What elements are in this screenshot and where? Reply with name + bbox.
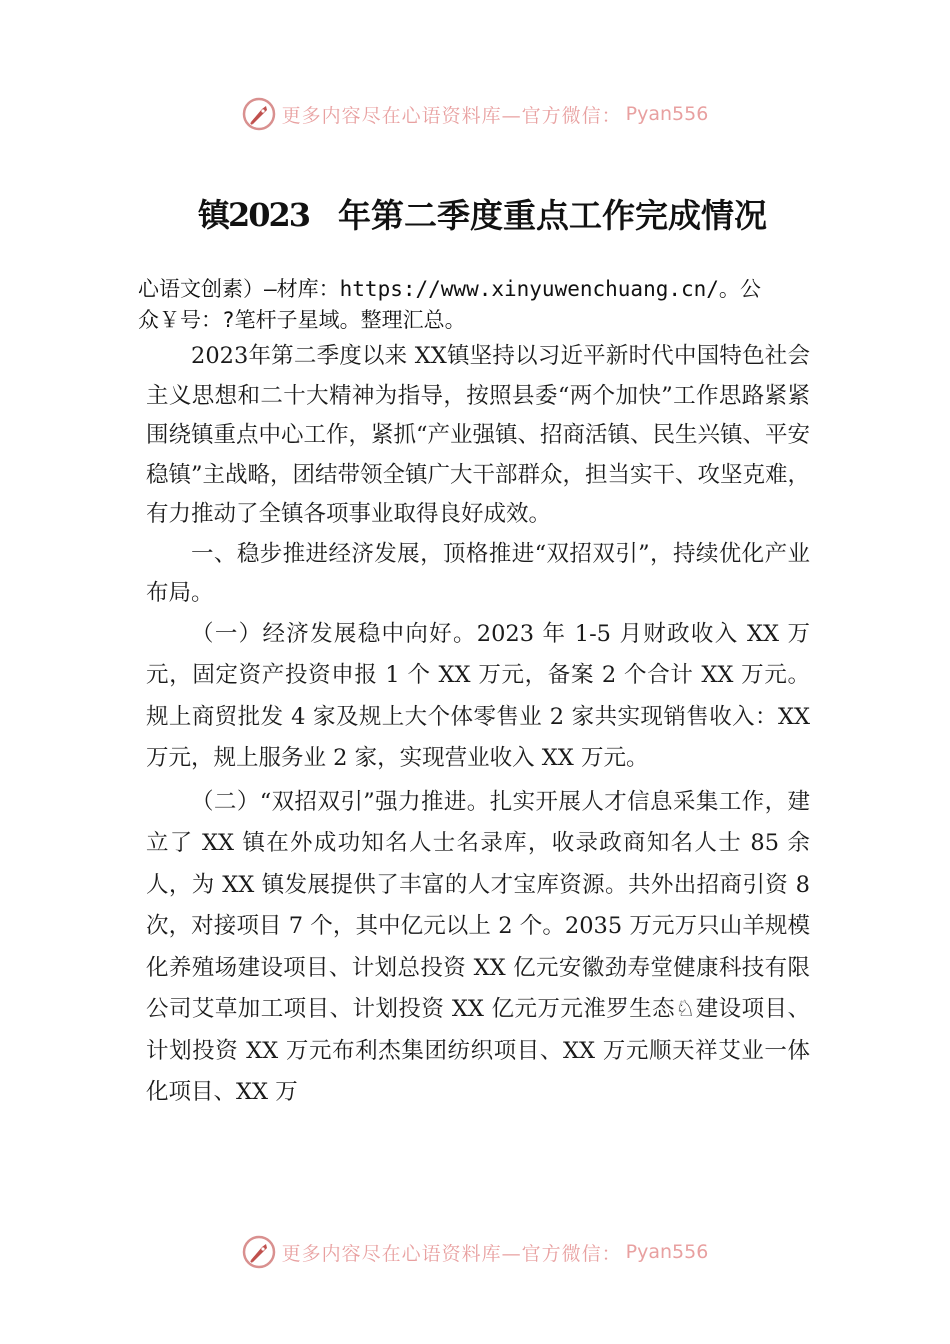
document-body <box>146 337 810 1114</box>
header-watermark <box>0 94 950 134</box>
source-line-1: 心语文创素）—材库：https://www.xinyuwenchuang.cn/。公 <box>138 277 761 301</box>
subsection-1-paragraph: （一）经济发展稳中向好。2023 年 1-5 月财政收入 XX 万元，固定资产投资申报 1 个 XX 万元，备案 2 个合计 XX 万元。规上商贸批发 4 家及规上大个体零售业 2 家共实现销售收入：XX 万元，规上服务业 2 家，实现营业收入 XX 万元。 <box>146 620 810 771</box>
title-part-a: 镇2023 <box>198 196 310 234</box>
intro-paragraph: 2023年第二季度以来 XX镇坚持以习近平新时代中国特色社会主义思想和二十大精神为指导，按照县委“两个加快”工作思路紧紧围绕镇重点中心工作，紧抓“产业强镇、招商活镇、民生兴镇、平安稳镇”主战略，团结带领全镇广大干部群众，担当实干、攻坚克难，有力推动了全镇各项事业取得良好成效。 <box>146 343 811 527</box>
watermark-text: 更多内容尽在心语资料库—官方微信： <box>281 104 622 127</box>
footer-watermark <box>0 1232 950 1272</box>
source-note <box>138 274 828 336</box>
document-title <box>0 184 950 234</box>
section-heading-1: 一、稳步推进经济发展，顶格推进“双招双引”，持续优化产业布局。 <box>146 540 810 606</box>
pen-nib-logo-icon <box>242 1235 276 1269</box>
watermark-text: 更多内容尽在心语资料库—官方微信： <box>281 1242 622 1265</box>
pen-nib-logo-icon <box>242 97 276 131</box>
watermark-handle: Pyan556 <box>625 103 709 125</box>
title-part-b: 年第二季度重点工作完成情况 <box>338 196 767 235</box>
subsection-2-paragraph: （二）“双招双引”强力推进。扎实开展人才信息采集工作，建立了 XX 镇在外成功知名人士名录库，收录政商知名人士 85 余人，为 XX 镇发展提供了丰富的人才宝库资源。共外出招商引资 8 次，对接项目 7 个，其中亿元以上 2 个。2035 万元万只山羊规模化养殖场建设项目、计划总投资 XX 亿元安徽劲寿堂健康科技有限公司艾草加工项目、计划投资 XX 亿元万元淮罗生态♘建设项目、计划投资 XX 万元布利杰集团纺织项目、XX 万元顺天祥艾业一体化项目、XX 万 <box>146 788 810 1105</box>
watermark-handle: Pyan556 <box>625 1241 709 1263</box>
source-line-2: 众￥号：?笔杆子星域。整理汇总。 <box>138 308 466 332</box>
